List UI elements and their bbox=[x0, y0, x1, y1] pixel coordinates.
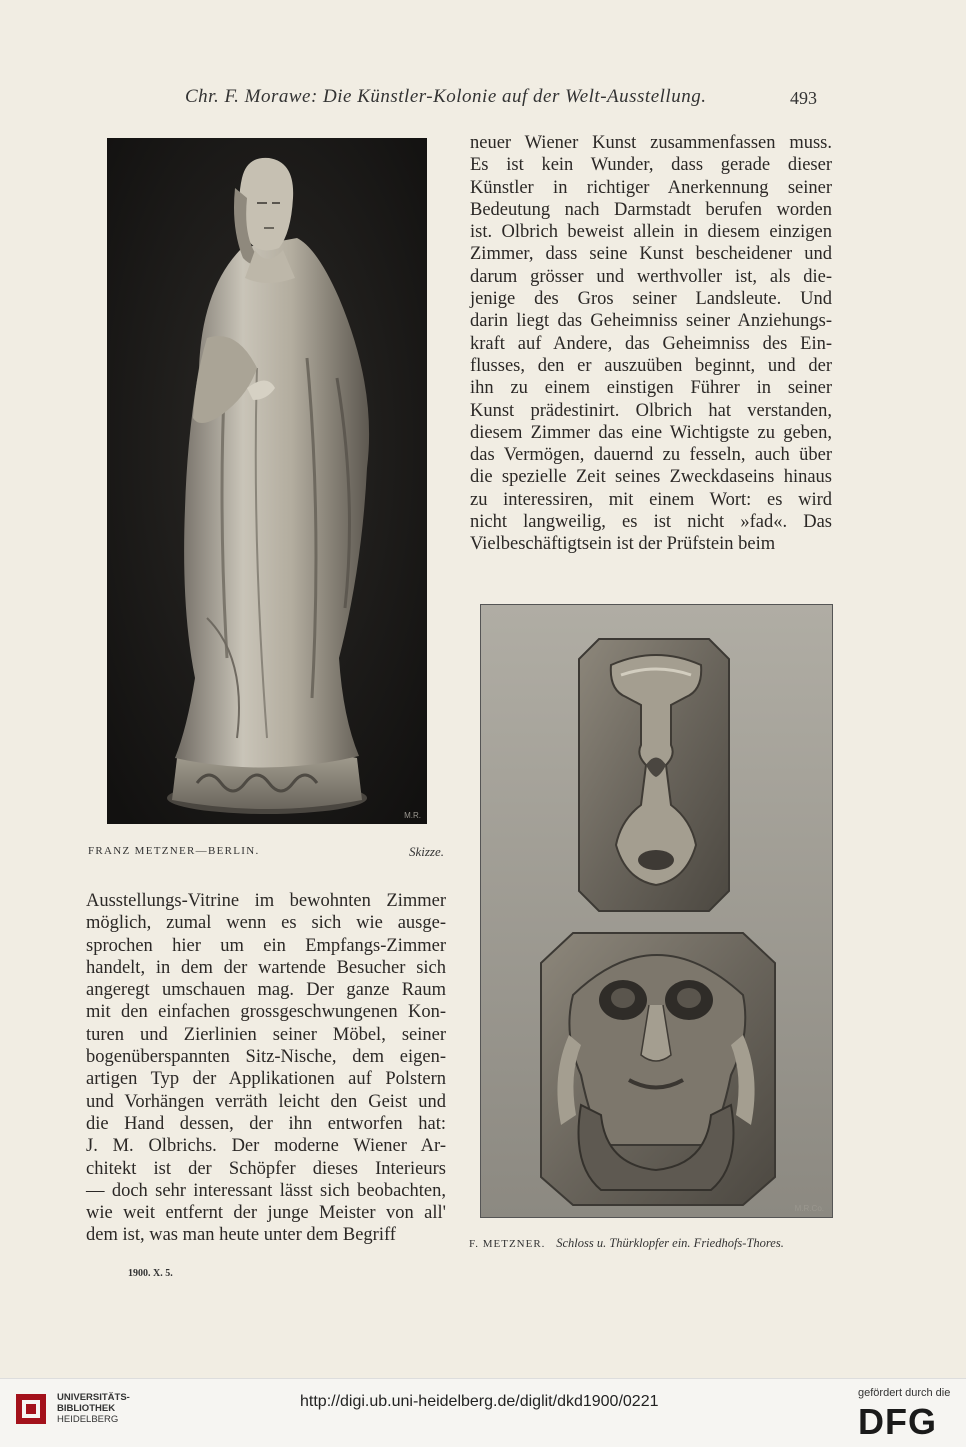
text-line: handelt, in dem der wartende Besucher sich bbox=[86, 957, 446, 978]
library-line: HEIDELBERG bbox=[57, 1414, 119, 1425]
dfg-logo-text: DFG bbox=[858, 1404, 937, 1438]
text-line: ihn zu einem einstigen Führer in seiner bbox=[470, 378, 832, 399]
text-line: bogenüberspannten Sitz-Nische, dem eigen- bbox=[86, 1047, 446, 1068]
text-line: und Vorhängen verräth leicht den Geist und bbox=[86, 1091, 446, 1112]
text-line: möglich, zumal wenn es sich wie ausge- bbox=[86, 913, 446, 934]
text-line: die Hand dessen, der ihn entworfen hat: bbox=[86, 1113, 446, 1134]
text-line: turen und Zierlinien seiner Möbel, seiner bbox=[86, 1024, 446, 1045]
text-line: dem ist, was man heute unter dem Begriff bbox=[86, 1225, 396, 1246]
text-line: zu interessiren, mit einem Wort: es wird bbox=[470, 489, 832, 510]
text-line: angeregt umschauen mag. Der ganze Raum bbox=[86, 980, 446, 1001]
university-library-logo-icon[interactable] bbox=[14, 1390, 52, 1430]
text-line: neuer Wiener Kunst zusammenfassen muss. bbox=[470, 133, 832, 153]
text-line: nicht langweilig, es ist nicht »fad«. Das bbox=[470, 512, 832, 533]
dfg-logo-icon[interactable] bbox=[858, 1404, 954, 1438]
permalink-url[interactable]: http://digi.ub.uni-heidelberg.de/diglit/dkd1900/0221 bbox=[300, 1393, 659, 1410]
text-line: jenige des Gros seiner Landsleute. Und bbox=[470, 289, 832, 310]
page-number: 493 bbox=[790, 88, 817, 108]
text-line: chitekt ist der Schöpfer dieses Interieurs bbox=[86, 1158, 446, 1179]
running-title: Chr. F. Morawe: Die Künstler-Kolonie auf der Welt-Ausstellung. bbox=[185, 86, 707, 107]
figure1-caption-artist: FRANZ METZNER—BERLIN. bbox=[88, 845, 260, 857]
text-line: artigen Typ der Applikationen auf Polstern bbox=[86, 1069, 446, 1090]
text-line: darum grösser und werthvoller ist, als die- bbox=[470, 266, 832, 287]
funded-by-label: gefördert durch die bbox=[858, 1387, 951, 1399]
text-line: kraft auf Andere, das Geheimniss des Ein- bbox=[470, 333, 832, 354]
figure1-caption bbox=[88, 845, 446, 857]
lock-knocker-illustration bbox=[481, 605, 832, 1217]
text-line: Ausstellungs-Vitrine im bewohnten Zimmer bbox=[86, 891, 446, 911]
text-line: flusses, den er auszuüben beginnt, und der bbox=[470, 355, 832, 376]
viewer-footer bbox=[0, 1378, 966, 1447]
text-line: ist. Olbrich beweist allein in diesem einzigen bbox=[470, 222, 832, 243]
text-line: mit den einfachen grossgeschwungenen Kon- bbox=[86, 1002, 446, 1023]
text-line: die spezielle Zeit seines Zweckdaseins hinaus bbox=[470, 467, 832, 488]
statue-illustration bbox=[107, 138, 427, 824]
text-line: darin liegt das Geheimniss seiner Anziehungs- bbox=[470, 311, 832, 332]
text-line: J. M. Olbrichs. Der moderne Wiener Ar- bbox=[86, 1136, 446, 1157]
text-line: wie weit entfernt der junge Meister von all' bbox=[86, 1203, 446, 1224]
figure2-caption bbox=[469, 1236, 784, 1251]
text-line: Zimmer, dass seine Kunst bescheidener und bbox=[470, 244, 832, 265]
text-line: das Vermögen, dauernd zu fesseln, auch über bbox=[470, 445, 832, 466]
text-line: Es ist kein Wunder, dass gerade dieser bbox=[470, 155, 832, 176]
library-line: BIBLIOTHEK bbox=[57, 1403, 116, 1414]
library-line: UNIVERSITÄTS- bbox=[57, 1392, 130, 1403]
right-column-text bbox=[470, 132, 832, 556]
text-line: Künstler in richtiger Anerkennung seiner bbox=[470, 177, 832, 198]
photo-mark: M.R. bbox=[404, 811, 421, 820]
text-line: diesem Zimmer das eine Wichtigste zu geben, bbox=[470, 422, 832, 443]
figure2-caption-artist: F. METZNER. bbox=[469, 1238, 546, 1250]
text-line: Vielbeschäftigtsein ist der Prüfstein beim bbox=[470, 534, 776, 555]
text-line: Kunst prädestinirt. Olbrich hat verstanden, bbox=[470, 400, 832, 421]
figure2-caption-title: Schloss u. Thürklopfer ein. Friedhofs-Thores. bbox=[556, 1236, 784, 1250]
left-column-text bbox=[86, 890, 446, 1247]
text-line: — doch sehr interessant lässt sich beobachten, bbox=[86, 1180, 446, 1201]
lock-knocker-photograph bbox=[480, 604, 833, 1218]
text-line: Bedeutung nach Darmstadt berufen worden bbox=[470, 199, 832, 220]
statue-photograph bbox=[107, 138, 427, 824]
university-library-name[interactable] bbox=[57, 1392, 130, 1425]
text-line: sprochen hier um ein Empfangs-Zimmer bbox=[86, 935, 446, 956]
printer-signature: 1900. X. 5. bbox=[128, 1268, 173, 1279]
photo-mark: M.R.Co. bbox=[794, 1204, 824, 1213]
figure1-caption-title: Skizze. bbox=[408, 844, 444, 859]
